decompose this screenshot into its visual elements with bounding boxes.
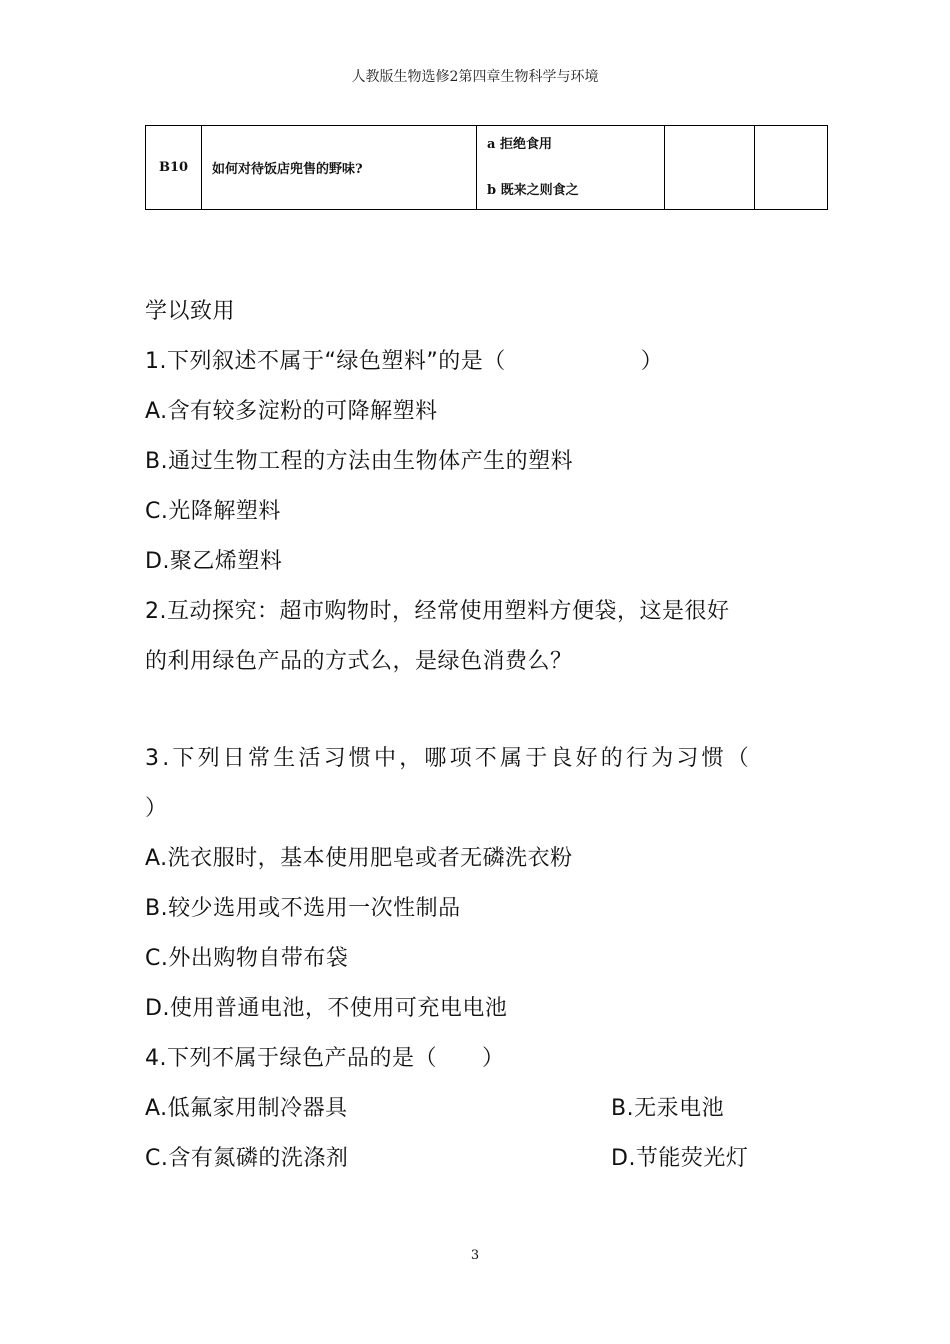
q1-stem: 1.下列叙述不属于“绿色塑料”的是（ ）: [145, 349, 664, 374]
exercise-section: [145, 287, 815, 687]
q1-option-b: B.通过生物工程的方法由生物体产生的塑料: [145, 449, 574, 474]
blank-cell: [665, 126, 755, 210]
q4-option-b: B.无汞电池: [611, 1096, 725, 1121]
q3-option-d: D.使用普通电池，不使用可充电电池: [145, 996, 508, 1021]
option-b: b 既来之则食之: [487, 183, 579, 198]
q4-option-d: D.节能荧光灯: [611, 1146, 749, 1171]
q1-option-a: A.含有较多淀粉的可降解塑料: [145, 399, 438, 424]
blank-cell: [755, 126, 828, 210]
question-code: B10: [146, 126, 202, 210]
q3-line-2: ）: [145, 796, 168, 821]
survey-table: [145, 125, 828, 210]
q3-option-c: C.外出购物自带布袋: [145, 946, 349, 971]
q2-line-1: 2.互动探究：超市购物时，经常使用塑料方便袋，这是很好: [145, 599, 730, 624]
q4-options-row-2: [145, 1134, 815, 1184]
q3-line-1: 3.下列日常生活习惯中，哪项不属于良好的行为习惯（: [145, 746, 752, 771]
table-row: [146, 126, 828, 210]
q1-option-d: D.聚乙烯塑料: [145, 549, 283, 574]
page-number: 3: [470, 1248, 480, 1263]
exercise-section-continued: [145, 734, 815, 1184]
section-title: 学以致用: [145, 299, 236, 324]
option-a: a 拒绝食用: [487, 137, 552, 152]
q3-option-a: A.洗衣服时，基本使用肥皂或者无磷洗衣粉: [145, 846, 573, 871]
page-header: 人教版生物选修2第四章生物科学与环境: [351, 69, 599, 85]
answer-options: [477, 126, 665, 210]
q4-option-a: A.低氟家用制冷器具: [145, 1096, 348, 1121]
q4-option-c: C.含有氮磷的洗涤剂: [145, 1146, 349, 1171]
q1-option-c: C.光降解塑料: [145, 499, 281, 524]
q3-option-b: B.较少选用或不选用一次性制品: [145, 896, 461, 921]
q4-stem: 4.下列不属于绿色产品的是（ ）: [145, 1046, 505, 1071]
q4-options-row-1: [145, 1084, 815, 1134]
question-text: 如何对待饭店兜售的野味?: [202, 126, 477, 210]
q2-line-2: 的利用绿色产品的方式么，是绿色消费么？: [145, 649, 573, 674]
